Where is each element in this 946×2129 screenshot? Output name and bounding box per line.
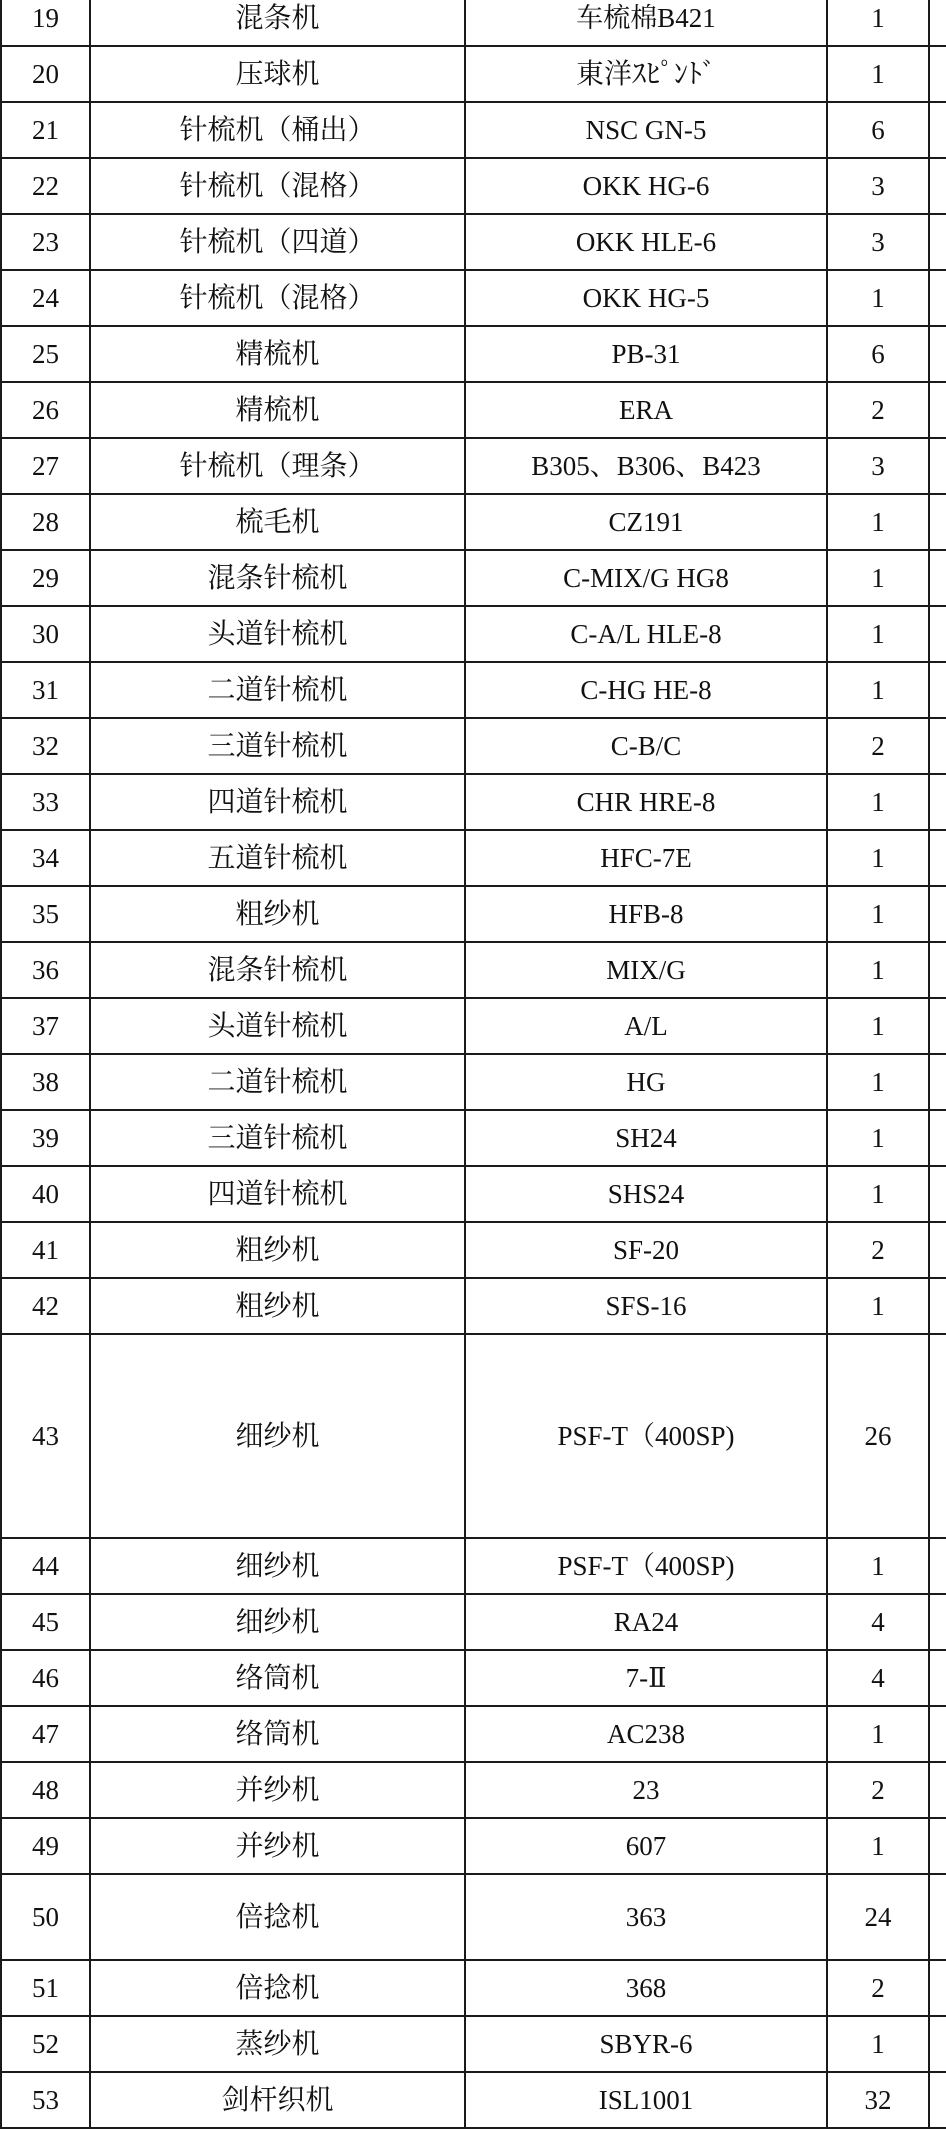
table-row — [1, 1278, 946, 1334]
truncated-cell — [929, 1538, 946, 1594]
quantity-cell: 4 — [827, 1650, 929, 1706]
table-row — [1, 438, 946, 494]
model-cell: 東洋ｽﾋﾟﾝﾄﾞ — [465, 46, 827, 102]
quantity-cell: 1 — [827, 270, 929, 326]
equipment-name-cell: 梳毛机 — [90, 494, 465, 550]
model-cell: 363 — [465, 1874, 827, 1960]
table-row — [1, 662, 946, 718]
quantity-cell: 1 — [827, 1278, 929, 1334]
row-number-cell: 48 — [1, 1762, 90, 1818]
row-number-cell: 45 — [1, 1594, 90, 1650]
table-row — [1, 1054, 946, 1110]
table-row — [1, 326, 946, 382]
model-cell: CHR HRE-8 — [465, 774, 827, 830]
model-cell: PSF-T（400SP) — [465, 1538, 827, 1594]
quantity-cell: 2 — [827, 718, 929, 774]
model-cell: MIX/G — [465, 942, 827, 998]
quantity-cell: 1 — [827, 1706, 929, 1762]
table-row — [1, 270, 946, 326]
model-cell: 607 — [465, 1818, 827, 1874]
row-number-cell: 50 — [1, 1874, 90, 1960]
equipment-name-cell: 头道针梳机 — [90, 606, 465, 662]
equipment-name-cell: 四道针梳机 — [90, 774, 465, 830]
model-cell: HFC-7E — [465, 830, 827, 886]
truncated-cell — [929, 0, 946, 46]
equipment-name-cell: 针梳机（混格） — [90, 270, 465, 326]
model-cell: RA24 — [465, 1594, 827, 1650]
row-number-cell: 29 — [1, 550, 90, 606]
model-cell: HG — [465, 1054, 827, 1110]
table-row — [1, 830, 946, 886]
row-number-cell: 39 — [1, 1110, 90, 1166]
truncated-cell — [929, 1334, 946, 1538]
model-cell: AC238 — [465, 1706, 827, 1762]
quantity-cell: 1 — [827, 1538, 929, 1594]
equipment-name-cell: 精梳机 — [90, 326, 465, 382]
row-number-cell: 46 — [1, 1650, 90, 1706]
truncated-cell — [929, 774, 946, 830]
truncated-cell — [929, 662, 946, 718]
truncated-cell — [929, 1818, 946, 1874]
model-cell: A/L — [465, 998, 827, 1054]
equipment-name-cell: 粗纱机 — [90, 886, 465, 942]
truncated-cell — [929, 1166, 946, 1222]
equipment-name-cell: 三道针梳机 — [90, 718, 465, 774]
quantity-cell: 2 — [827, 1762, 929, 1818]
table-row — [1, 46, 946, 102]
model-cell: SFS-16 — [465, 1278, 827, 1334]
row-number-cell: 38 — [1, 1054, 90, 1110]
equipment-name-cell: 细纱机 — [90, 1538, 465, 1594]
truncated-cell — [929, 2016, 946, 2072]
truncated-cell — [929, 886, 946, 942]
row-number-cell: 52 — [1, 2016, 90, 2072]
row-number-cell: 49 — [1, 1818, 90, 1874]
truncated-cell — [929, 382, 946, 438]
table-row — [1, 1538, 946, 1594]
quantity-cell: 1 — [827, 830, 929, 886]
quantity-cell: 3 — [827, 214, 929, 270]
row-number-cell: 44 — [1, 1538, 90, 1594]
truncated-cell — [929, 998, 946, 1054]
quantity-cell: 1 — [827, 46, 929, 102]
quantity-cell: 6 — [827, 326, 929, 382]
equipment-name-cell: 四道针梳机 — [90, 1166, 465, 1222]
equipment-name-cell: 粗纱机 — [90, 1222, 465, 1278]
table-row — [1, 1334, 946, 1538]
truncated-cell — [929, 1960, 946, 2016]
quantity-cell: 1 — [827, 1110, 929, 1166]
truncated-cell — [929, 1874, 946, 1960]
table-row — [1, 718, 946, 774]
model-cell: 368 — [465, 1960, 827, 2016]
quantity-cell: 1 — [827, 0, 929, 46]
table-row — [1, 1762, 946, 1818]
equipment-name-cell: 并纱机 — [90, 1762, 465, 1818]
table-row — [1, 1110, 946, 1166]
truncated-cell — [929, 326, 946, 382]
row-number-cell: 47 — [1, 1706, 90, 1762]
truncated-cell — [929, 830, 946, 886]
equipment-name-cell: 混条机 — [90, 0, 465, 46]
quantity-cell: 1 — [827, 1818, 929, 1874]
row-number-cell: 30 — [1, 606, 90, 662]
quantity-cell: 2 — [827, 1960, 929, 2016]
table-row — [1, 550, 946, 606]
quantity-cell: 3 — [827, 438, 929, 494]
equipment-name-cell: 二道针梳机 — [90, 1054, 465, 1110]
model-cell: SBYR-6 — [465, 2016, 827, 2072]
quantity-cell: 1 — [827, 494, 929, 550]
row-number-cell: 26 — [1, 382, 90, 438]
equipment-name-cell: 针梳机（混格） — [90, 158, 465, 214]
model-cell: OKK HG-5 — [465, 270, 827, 326]
equipment-name-cell: 细纱机 — [90, 1334, 465, 1538]
equipment-name-cell: 混条针梳机 — [90, 550, 465, 606]
table-row — [1, 382, 946, 438]
model-cell: C-HG HE-8 — [465, 662, 827, 718]
model-cell: HFB-8 — [465, 886, 827, 942]
table-row — [1, 1166, 946, 1222]
equipment-name-cell: 五道针梳机 — [90, 830, 465, 886]
model-cell: C-A/L HLE-8 — [465, 606, 827, 662]
row-number-cell: 40 — [1, 1166, 90, 1222]
quantity-cell: 1 — [827, 1054, 929, 1110]
equipment-name-cell: 混条针梳机 — [90, 942, 465, 998]
quantity-cell: 1 — [827, 2016, 929, 2072]
model-cell: PSF-T（400SP) — [465, 1334, 827, 1538]
table-row — [1, 998, 946, 1054]
table-row — [1, 942, 946, 998]
quantity-cell: 6 — [827, 102, 929, 158]
row-number-cell: 43 — [1, 1334, 90, 1538]
quantity-cell: 1 — [827, 774, 929, 830]
table-row — [1, 1594, 946, 1650]
truncated-cell — [929, 1278, 946, 1334]
row-number-cell: 42 — [1, 1278, 90, 1334]
quantity-cell: 1 — [827, 998, 929, 1054]
truncated-cell — [929, 718, 946, 774]
quantity-cell: 24 — [827, 1874, 929, 1960]
truncated-cell — [929, 158, 946, 214]
truncated-cell — [929, 1706, 946, 1762]
equipment-name-cell: 倍捻机 — [90, 1874, 465, 1960]
model-cell: PB-31 — [465, 326, 827, 382]
row-number-cell: 37 — [1, 998, 90, 1054]
equipment-name-cell: 粗纱机 — [90, 1278, 465, 1334]
truncated-cell — [929, 942, 946, 998]
truncated-cell — [929, 1594, 946, 1650]
equipment-name-cell: 蒸纱机 — [90, 2016, 465, 2072]
table-row — [1, 0, 946, 46]
quantity-cell: 3 — [827, 158, 929, 214]
table-row — [1, 2072, 946, 2128]
equipment-name-cell: 倍捻机 — [90, 1960, 465, 2016]
equipment-name-cell: 并纱机 — [90, 1818, 465, 1874]
row-number-cell: 33 — [1, 774, 90, 830]
table-row — [1, 1222, 946, 1278]
model-cell: 车梳棉B421 — [465, 0, 827, 46]
truncated-cell — [929, 494, 946, 550]
quantity-cell: 1 — [827, 1166, 929, 1222]
table-row — [1, 1818, 946, 1874]
row-number-cell: 31 — [1, 662, 90, 718]
row-number-cell: 25 — [1, 326, 90, 382]
quantity-cell: 32 — [827, 2072, 929, 2128]
quantity-cell: 1 — [827, 550, 929, 606]
equipment-name-cell: 针梳机（桶出） — [90, 102, 465, 158]
equipment-table-body — [1, 0, 946, 2128]
quantity-cell: 1 — [827, 662, 929, 718]
table-row — [1, 606, 946, 662]
truncated-cell — [929, 550, 946, 606]
equipment-name-cell: 三道针梳机 — [90, 1110, 465, 1166]
truncated-cell — [929, 438, 946, 494]
equipment-name-cell: 针梳机（四道） — [90, 214, 465, 270]
model-cell: OKK HLE-6 — [465, 214, 827, 270]
model-cell: OKK HG-6 — [465, 158, 827, 214]
truncated-cell — [929, 1054, 946, 1110]
row-number-cell: 22 — [1, 158, 90, 214]
row-number-cell: 19 — [1, 0, 90, 46]
model-cell: 23 — [465, 1762, 827, 1818]
row-number-cell: 34 — [1, 830, 90, 886]
quantity-cell: 2 — [827, 1222, 929, 1278]
table-row — [1, 158, 946, 214]
equipment-name-cell: 针梳机（理条） — [90, 438, 465, 494]
row-number-cell: 23 — [1, 214, 90, 270]
model-cell: C-B/C — [465, 718, 827, 774]
truncated-cell — [929, 214, 946, 270]
equipment-name-cell: 二道针梳机 — [90, 662, 465, 718]
truncated-cell — [929, 102, 946, 158]
model-cell: SF-20 — [465, 1222, 827, 1278]
table-row — [1, 1650, 946, 1706]
row-number-cell: 28 — [1, 494, 90, 550]
equipment-name-cell: 精梳机 — [90, 382, 465, 438]
row-number-cell: 27 — [1, 438, 90, 494]
row-number-cell: 32 — [1, 718, 90, 774]
model-cell: B305、B306、B423 — [465, 438, 827, 494]
row-number-cell: 24 — [1, 270, 90, 326]
truncated-cell — [929, 2072, 946, 2128]
equipment-name-cell: 头道针梳机 — [90, 998, 465, 1054]
quantity-cell: 26 — [827, 1334, 929, 1538]
table-row — [1, 1960, 946, 2016]
table-row — [1, 1706, 946, 1762]
quantity-cell: 1 — [827, 606, 929, 662]
table-row — [1, 102, 946, 158]
equipment-name-cell: 细纱机 — [90, 1594, 465, 1650]
model-cell: NSC GN-5 — [465, 102, 827, 158]
truncated-cell — [929, 606, 946, 662]
row-number-cell: 36 — [1, 942, 90, 998]
table-row — [1, 494, 946, 550]
truncated-cell — [929, 1110, 946, 1166]
model-cell: SH24 — [465, 1110, 827, 1166]
model-cell: CZ191 — [465, 494, 827, 550]
row-number-cell: 51 — [1, 1960, 90, 2016]
equipment-name-cell: 络筒机 — [90, 1650, 465, 1706]
equipment-name-cell: 剑杆织机 — [90, 2072, 465, 2128]
row-number-cell: 35 — [1, 886, 90, 942]
quantity-cell: 1 — [827, 886, 929, 942]
truncated-cell — [929, 1762, 946, 1818]
table-row — [1, 1874, 946, 1960]
equipment-name-cell: 络筒机 — [90, 1706, 465, 1762]
table-row — [1, 886, 946, 942]
table-row — [1, 2016, 946, 2072]
row-number-cell: 41 — [1, 1222, 90, 1278]
truncated-cell — [929, 46, 946, 102]
equipment-name-cell: 压球机 — [90, 46, 465, 102]
model-cell: ISL1001 — [465, 2072, 827, 2128]
truncated-cell — [929, 1222, 946, 1278]
quantity-cell: 1 — [827, 942, 929, 998]
table-row — [1, 774, 946, 830]
quantity-cell: 2 — [827, 382, 929, 438]
model-cell: ERA — [465, 382, 827, 438]
truncated-cell — [929, 1650, 946, 1706]
model-cell: 7-Ⅱ — [465, 1650, 827, 1706]
quantity-cell: 4 — [827, 1594, 929, 1650]
truncated-cell — [929, 270, 946, 326]
table-row — [1, 214, 946, 270]
row-number-cell: 21 — [1, 102, 90, 158]
row-number-cell: 20 — [1, 46, 90, 102]
model-cell: SHS24 — [465, 1166, 827, 1222]
model-cell: C-MIX/G HG8 — [465, 550, 827, 606]
row-number-cell: 53 — [1, 2072, 90, 2128]
